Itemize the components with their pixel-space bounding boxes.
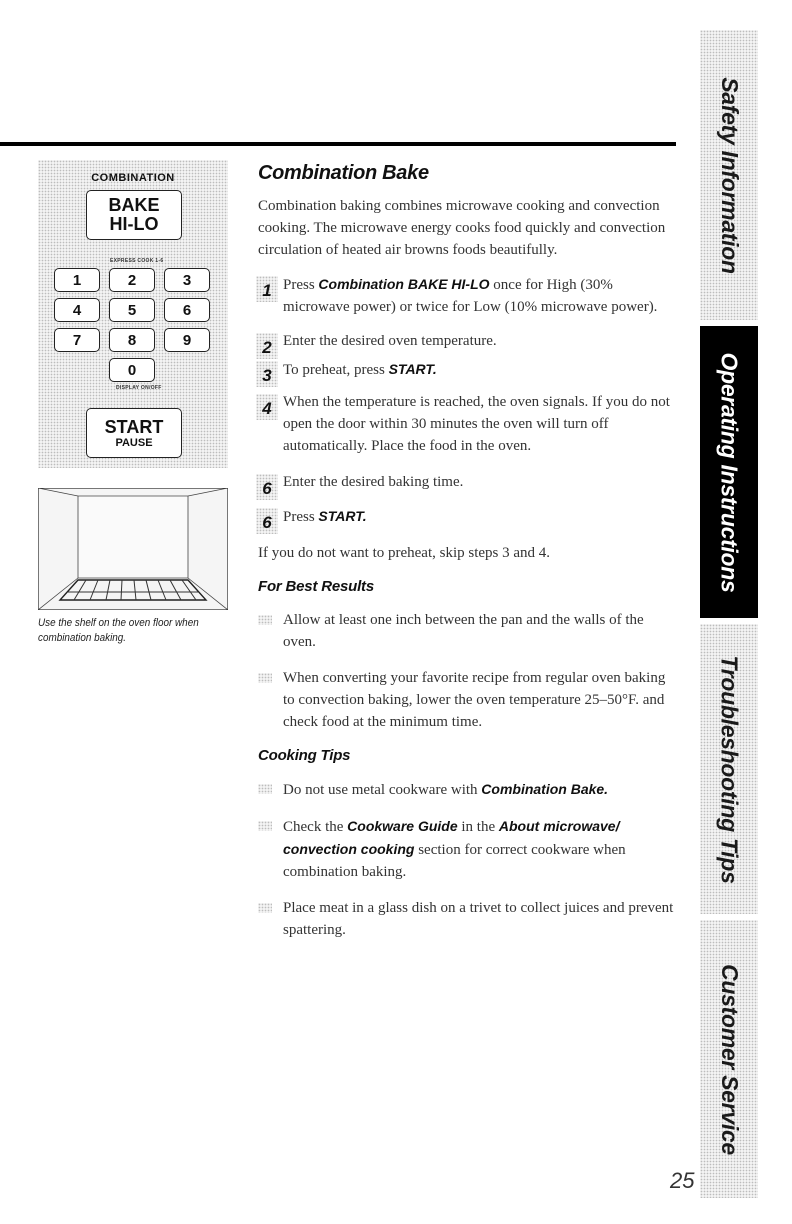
step-text: Enter the desired oven temperature.	[283, 333, 497, 349]
tab-label: Customer Service	[716, 963, 743, 1155]
step-text: To preheat, press	[283, 362, 389, 378]
step-1	[258, 273, 678, 318]
step-emphasis: Combination BAKE HI-LO	[318, 276, 490, 292]
list-item-emphasis: Cookware Guide	[347, 818, 458, 834]
key-line: HI-LO	[109, 214, 159, 234]
list-item-text: Place meat in a glass dish on a trivet to collect juices and prevent spattering.	[283, 900, 674, 938]
key-6: 6	[164, 298, 210, 322]
control-panel-illustration	[38, 160, 228, 468]
step-4	[258, 391, 678, 457]
tab-label: Troubleshooting Tips	[716, 654, 743, 884]
bullet-icon	[258, 615, 272, 625]
bake-hi-lo-key	[86, 190, 182, 240]
tab-label: Operating Instructions	[716, 351, 743, 593]
list-item	[258, 815, 678, 883]
tab-customer-service[interactable]	[700, 920, 758, 1198]
list-item-text: Allow at least one inch between the pan and the walls of the oven.	[283, 612, 644, 650]
step-text: Press	[283, 277, 319, 293]
intro-paragraph: Combination baking combines microwave cooking and convection cooking. The microwave energy cooks food quickly and convection circulation of heated air browns foods beautifully.	[258, 198, 666, 258]
key-8: 8	[109, 328, 155, 352]
key-9: 9	[164, 328, 210, 352]
list-item-text: Check the	[283, 819, 348, 835]
tab-label: Safety Information	[716, 76, 743, 274]
bullet-icon	[258, 673, 272, 683]
list-item	[258, 609, 678, 653]
list-item-emphasis: About microwave/ convection cooking	[283, 818, 620, 857]
step-number: 4	[256, 394, 278, 420]
express-cook-label: EXPRESS COOK 1-6	[110, 258, 164, 264]
step-number: 6	[256, 508, 278, 534]
step-number: 1	[256, 276, 278, 302]
bullet-icon	[258, 821, 272, 831]
key-line: BAKE	[108, 195, 160, 215]
step-emphasis: START.	[318, 508, 367, 524]
tab-troubleshooting-tips[interactable]	[700, 624, 758, 914]
key-line: START	[104, 416, 164, 437]
key-4: 4	[54, 298, 100, 322]
list-item-text: When converting your favorite recipe from regular oven baking to convection baking, lower the oven temperature 25–50°F. and check food at the minimum time.	[283, 670, 666, 730]
cooking-tips-heading: Cooking Tips	[258, 747, 351, 764]
key-1: 1	[54, 268, 100, 292]
main-content	[258, 162, 678, 941]
list-item-text: in the	[457, 819, 499, 835]
list-item	[258, 667, 678, 733]
step-5	[258, 471, 678, 498]
list-item	[258, 778, 678, 801]
start-pause-key	[86, 408, 182, 458]
list-item-text: section for correct cookware when combination baking.	[283, 842, 626, 880]
step-text: Press	[283, 509, 319, 525]
tab-operating-instructions[interactable]	[700, 326, 758, 618]
key-line: PAUSE	[115, 436, 153, 449]
key-5: 5	[109, 298, 155, 322]
display-on-off-label: DISPLAY ON/OFF	[116, 385, 162, 391]
combination-label: COMBINATION	[91, 172, 175, 184]
figure-caption: Use the shelf on the oven floor when combination baking.	[38, 617, 199, 644]
key-7: 7	[54, 328, 100, 352]
skip-note: If you do not want to preheat, skip steps 3 and 4.	[258, 545, 551, 561]
step-3	[258, 358, 678, 385]
step-6	[258, 505, 678, 532]
step-text: When the temperature is reached, the oven signals. If you do not open the door within 30 minutes the oven will turn off automatically. Place the food in the oven.	[283, 394, 670, 454]
page-number: 25	[670, 1168, 695, 1193]
step-number: 3	[256, 361, 278, 387]
best-results-heading: For Best Results	[258, 578, 374, 595]
list-item-text: Do not use metal cookware with	[283, 782, 482, 798]
oven-shelf-illustration	[38, 488, 228, 610]
tab-safety-information[interactable]	[700, 30, 758, 320]
step-number: 2	[256, 333, 278, 359]
section-tabs	[700, 30, 758, 1198]
key-0: 0	[109, 358, 155, 382]
step-2	[258, 330, 678, 357]
page-title: Combination Bake	[258, 162, 429, 184]
step-text: Enter the desired baking time.	[283, 474, 464, 490]
key-3: 3	[164, 268, 210, 292]
key-2: 2	[109, 268, 155, 292]
oven-back-wall	[78, 496, 188, 578]
list-item-emphasis: Combination Bake.	[481, 781, 609, 797]
list-item	[258, 897, 678, 941]
step-emphasis: START.	[388, 361, 437, 377]
step-number: 6	[256, 474, 278, 500]
bullet-icon	[258, 903, 272, 913]
bullet-icon	[258, 784, 272, 794]
header-rule	[0, 142, 676, 146]
step-text: once for High (30% microwave power) or twice for Low (10% microwave power).	[283, 277, 658, 315]
